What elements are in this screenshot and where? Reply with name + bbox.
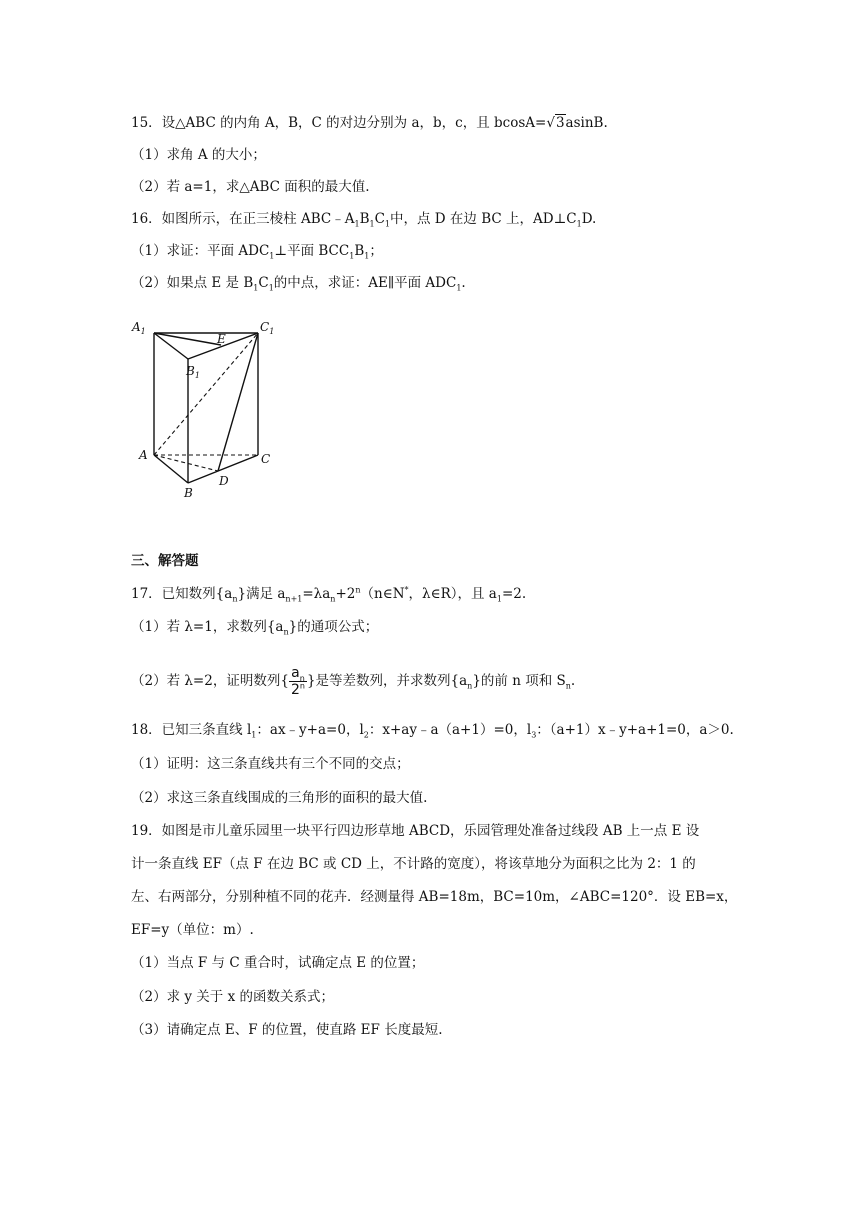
q18-stem-text: ：ax﹣y+a=0，l [256, 722, 364, 738]
q19-line1: 19．如图是市儿童乐园里一块平行四边形草地 ABCD，乐园管理处准备过线段 AB 上一点 E 设 [131, 823, 700, 839]
q18-stem-text: ：x+ay﹣a（a+1）=0，l [368, 722, 532, 738]
q17-stem-text: （n∈N [360, 586, 405, 602]
q18-part1: （1）证明：这三条直线共有三个不同的交点； [131, 756, 410, 772]
q17-stem-text: +2 [335, 586, 356, 602]
numerator-a: a [291, 665, 300, 681]
subscript: 1 [384, 219, 391, 229]
subscript: 1 [349, 251, 355, 261]
q15-stem-text: 15．设△ABC 的内角 A，B，C 的对边分别为 a，b，c，且 bcosA= [131, 115, 547, 131]
q16-stem-text: B [359, 211, 370, 227]
hidden-edge-ac1 [154, 333, 258, 455]
subscript: 1 [364, 251, 370, 261]
fraction-numerator [289, 665, 307, 682]
subscript: 3 [531, 730, 537, 740]
q16-part1-text: ⊥平面 BCC [274, 243, 350, 259]
label-a: A [139, 448, 148, 462]
q16-stem-text: C [374, 211, 385, 227]
q17-part1 [131, 617, 378, 637]
q17-part1-text: }的通项公式； [288, 619, 379, 635]
q16-stem [131, 209, 596, 229]
fraction [289, 665, 307, 698]
q17-stem-text: 17．已知数列{a [131, 586, 233, 602]
q19-part2: （2）求 y 关于 x 的函数关系式； [131, 989, 334, 1005]
subscript: 1 [253, 283, 259, 293]
q19-line4: EF=y（单位：m）. [131, 922, 254, 938]
q19-line3: 左、右两部分，分别种植不同的花卉．经测量得 AB=18m，BC=10m，∠ABC=120°．设 EB=x， [131, 889, 738, 905]
subscript: n+1 [285, 594, 303, 604]
q17-stem-text: =2. [501, 586, 527, 602]
q16-part2-text: （2）如果点 E 是 B [131, 275, 254, 291]
subscript: n [467, 681, 473, 691]
subscript: 1 [496, 594, 502, 604]
q15-part1: （1）求角 A 的大小； [131, 147, 266, 163]
q16-part2-text: . [461, 275, 466, 291]
label-d: D [219, 474, 229, 488]
q16-stem-text: D. [581, 211, 597, 227]
subscript: n [283, 627, 289, 637]
q16-stem-text: 中，点 D 在边 BC 上，AD⊥C [390, 211, 577, 227]
subscript: n [565, 681, 571, 691]
q17-stem-text: ，λ∈R），且 a [408, 586, 497, 602]
q16-stem-text: 16．如图所示，在正三棱柱 ABC﹣A [131, 211, 355, 227]
q16-part2-text: 的中点，求证：AE∥平面 ADC [273, 275, 457, 291]
q17-stem-text: }满足 a [237, 586, 286, 602]
subscript: n [299, 673, 305, 683]
label-c: C [261, 452, 271, 466]
edge-c1d [218, 333, 258, 471]
label-b: B [184, 486, 193, 500]
q18-part2: （2）求这三条直线围成的三角形的面积的最大值. [131, 790, 428, 806]
subscript: n [232, 594, 238, 604]
subscript: 1 [354, 219, 360, 229]
edge-a1e [154, 333, 221, 345]
sqrt-expression: √3 [546, 115, 565, 131]
q16-part2 [131, 273, 466, 293]
q17-part2-text: }的前 n 项和 S [472, 673, 566, 689]
subscript: 1 [456, 283, 462, 293]
q17-stem [131, 584, 526, 604]
label-c1: $C_1$ [260, 320, 275, 336]
q16-part1 [131, 241, 383, 261]
q15-part2: （2）若 a=1，求△ABC 面积的最大值. [131, 179, 370, 195]
q16-part1-text: （1）求证：平面 ADC [131, 243, 270, 259]
subscript: 1 [251, 730, 257, 740]
q17-part1-text: （1）若 λ=1，求数列{a [131, 619, 284, 635]
denominator-base: 2 [290, 682, 300, 698]
q19-line2: 计一条直线 EF（点 F 在边 BC 或 CD 上，不计路的宽度），将该草地分为面积之比为 2：1 的 [131, 856, 696, 872]
subscript: 1 [369, 219, 375, 229]
q18-stem-text: ：（a+1）x﹣y+a+1=0，a＞0. [536, 722, 734, 738]
q17-part2-text: }是等差数列，并求数列{a [306, 673, 468, 689]
subscript: n [330, 594, 336, 604]
label-e: E [217, 332, 226, 346]
q15-stem [131, 113, 608, 133]
label-a1: $A_1$ [132, 320, 146, 336]
q16-part1-text: B [354, 243, 365, 259]
q16-part1-text: ； [369, 243, 383, 259]
fraction-denominator [289, 682, 307, 698]
q19-part1: （1）当点 F 与 C 重合时，试确定点 E 的位置； [131, 955, 425, 971]
q19-part3: （3）请确定点 E、F 的位置，使直路 EF 长度最短. [131, 1022, 443, 1038]
q17-part2 [131, 665, 575, 698]
subscript: 1 [576, 219, 582, 229]
section-heading: 三、解答题 [131, 553, 199, 569]
q17-stem-text: =λa [302, 586, 331, 602]
label-b1: $B_1$ [186, 364, 200, 380]
q18-stem-text: 18．已知三条直线 l [131, 722, 252, 738]
q16-part2-text: C [258, 275, 269, 291]
sqrt-radicand: 3 [555, 115, 565, 131]
subscript: 2 [363, 730, 369, 740]
edge-a1b1 [154, 333, 188, 359]
prism-figure [130, 315, 280, 505]
q17-part2-text: （2）若 λ=2，证明数列{ [131, 673, 289, 689]
superscript: n [299, 681, 305, 691]
subscript: 1 [268, 283, 274, 293]
superscript: * [404, 585, 409, 595]
subscript: 1 [269, 251, 275, 261]
q18-stem [131, 720, 734, 740]
q15-stem-tail: asinB. [565, 115, 608, 131]
q17-part2-text: . [570, 673, 576, 689]
superscript: n [355, 585, 361, 595]
